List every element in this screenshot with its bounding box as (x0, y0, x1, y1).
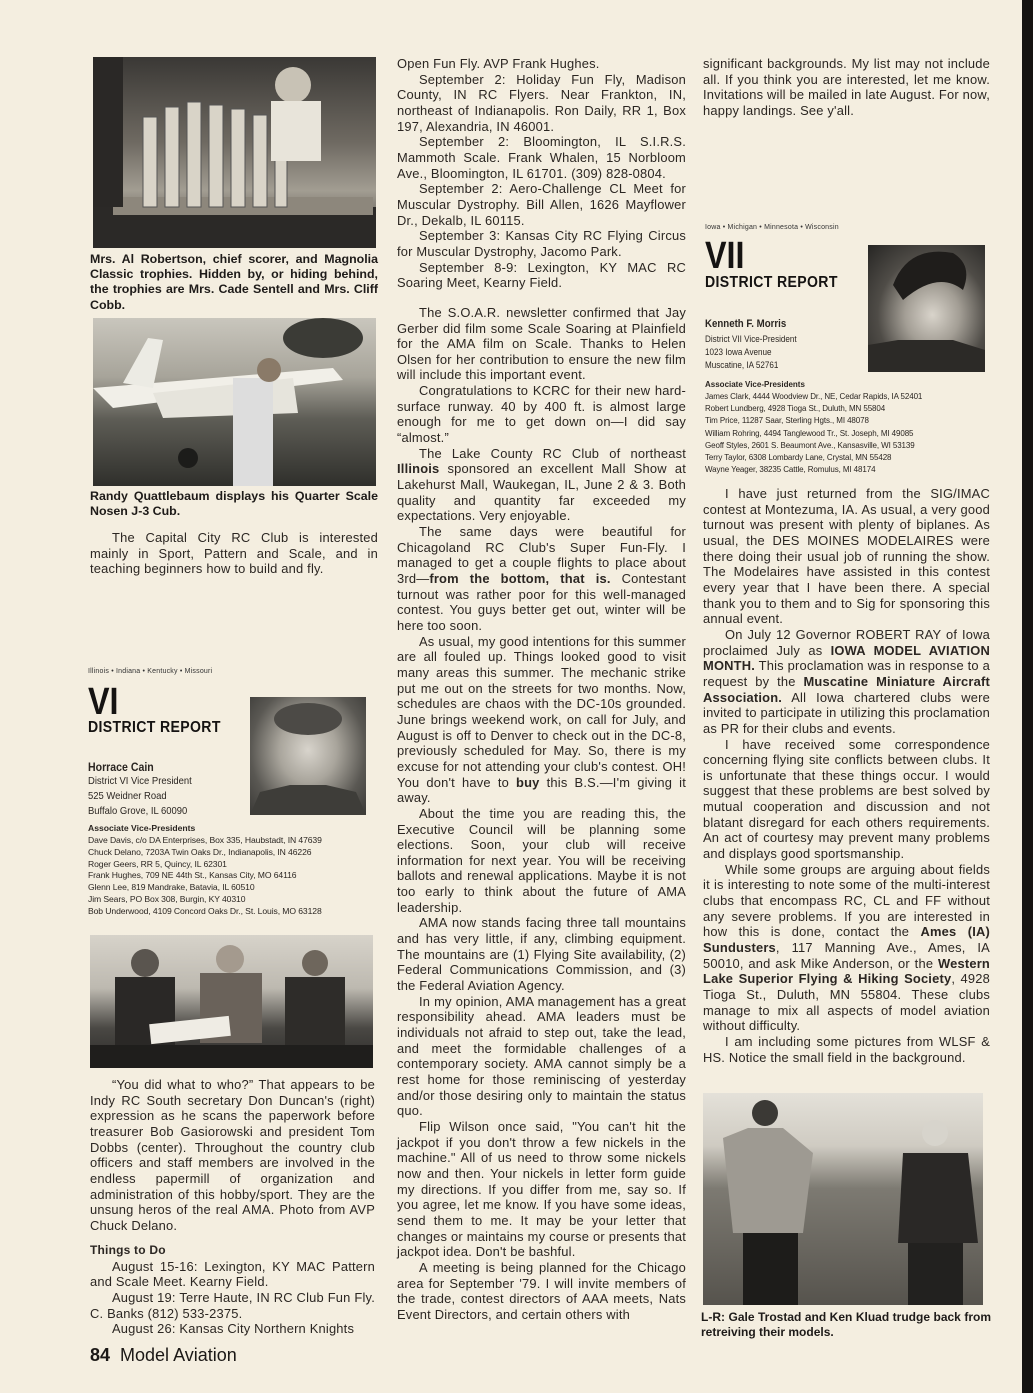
avp-entry: William Rohring, 4494 Tanglewood Tr., St. Joseph, MI 49085 (705, 428, 914, 438)
text-run: September 2: Holiday Fun Fly, Madison County, IN RC Flyers. Near Frankton, IN, northeast of Indianapolis. Ron Daily, RR 1, Box 197, Alexandria, IN 46001. (397, 71, 686, 134)
magazine-name: Model Aviation (120, 1345, 237, 1365)
portrait-illustration (868, 245, 985, 372)
avp-entry: Tim Price, 11287 Saar, Sterling Hgts., MI 48078 (705, 416, 869, 426)
paragraph (397, 1260, 686, 1323)
paragraph (397, 181, 686, 228)
avp-entry: Terry Taylor, 6308 Lombardy Lane, Crystal, MN 55428 (705, 453, 892, 463)
text-run: While some groups are arguing about fields it is interesting to note some of the multi-interest clubs that encompass RC, CL and FF without any severe problems. If you are interested in how this is done, contact the (703, 861, 990, 940)
district-vi-states: Illinois • Indiana • Kentucky • Missouri (88, 668, 213, 675)
text-run: I have just returned from the SIG/IMAC contest at Montezuma, IA. As usual, a very good turnout was present with plenty of biplanes. As usual, the DES MOINES MODELAIRES were there doing their usual job of running the show. The Modelaires have assisted in this contest every year that I have been there. A special thank you to them and to Sig for sponsoring this annual event. (703, 486, 990, 627)
district-vi-avp-list (88, 835, 322, 918)
district-vii-avp-heading: Associate Vice-Presidents (705, 380, 805, 389)
things-to-do-heading: Things to Do (90, 1243, 166, 1257)
paragraph (703, 737, 990, 862)
bold-text-run: Ames (IA) Sundusters (703, 924, 991, 956)
district-vii-vp-title: District VII Vice-President (705, 334, 797, 344)
text-run: , 4928 Tioga St., Duluth, MN 55804. These clubs manage to mix all aspects of model aviation without difficulty. (703, 971, 990, 1034)
paragraph (703, 862, 990, 1034)
text-run: Flip Wilson once said, "You can't hit the jackpot if you don't throw a few nickels in the machine." All of us need to throw some nickels now and then. Your nickels in letter form guide my directions. If you differ from me, say so. If you agree, let me know. If you have some ideas, send them to me. It may be your letter that changes or maintains my course or presents that jackpot idea. Don't be bashful. (397, 1118, 686, 1260)
text-run: A meeting is being planned for the Chicago area for September '79. I will invite members of the trade, contest directors of AAA meets, Nats Event Directors, and certain others with (397, 1259, 686, 1322)
district-vi-vp-address1: 525 Weidner Road (88, 790, 167, 802)
district-vii-vp-name: Kenneth F. Morris (705, 318, 787, 330)
district-vi-vp-name: Horrace Cain (88, 760, 154, 774)
paragraph (397, 56, 686, 72)
text-run: Contestant turnout was rather poor for this well-managed contest. You guys better get out, winter will be here too soon. (397, 571, 686, 633)
trophies-illustration (93, 57, 376, 248)
column-3-article (703, 486, 990, 1065)
photo-trophies-caption: Mrs. Al Robertson, chief scorer, and Magnolia Classic trophies. Hidden by, or hiding behind, the trophies are Mrs. Cade Sentell and Mrs. Cliff Cobb. (90, 252, 378, 312)
horrace-cain-portrait (250, 697, 366, 815)
district-vi-title: DISTRICT REPORT (88, 719, 221, 736)
paragraph (703, 1034, 990, 1065)
paragraph (703, 627, 990, 737)
capital-city-paragraph (90, 530, 378, 577)
officers-illustration (90, 935, 373, 1068)
avp-entry: Wayne Yeager, 38235 Cattle, Romulus, MI 48174 (705, 465, 876, 475)
paragraph (397, 1119, 686, 1260)
column-2-article (397, 56, 686, 1323)
text-run: I have received some correspondence concerning flying site conflicts between clubs. It is unfortunate that these things occur. I would suggest that these problems are best solved by mutual cooperation and discussion and not blatant disregard for each others requirements. An act of courtesy may prevent many problems and displays good sportsmanship. (703, 736, 990, 862)
district-vi-avp-heading: Associate Vice-Presidents (88, 823, 196, 833)
paragraph (397, 305, 686, 383)
page-number: 84 (90, 1345, 111, 1365)
page-footer (90, 1345, 237, 1366)
paragraph (397, 994, 686, 1119)
paragraph (397, 446, 686, 524)
avp-entry: Jim Sears, PO Box 308, Burgin, KY 40310 (88, 893, 246, 904)
district-vii-vp-address2: Muscatine, IA 52761 (705, 360, 779, 370)
text-run: September 3: Kansas City RC Flying Circus for Muscular Dystrophy, Jacomo Park. (397, 228, 686, 259)
text-run: This proclamation was in response to a request by the (703, 658, 990, 689)
district-vii-number: VII (705, 235, 745, 277)
bold-text-run: Western Lake Superior Flying & Hiking Society (703, 955, 990, 987)
photo-field-walkers (703, 1093, 983, 1305)
photo-j3-cub-caption: Randy Quattlebaum displays his Quarter Scale Nosen J-3 Cub. (90, 489, 378, 519)
avp-entry: Frank Hughes, 709 NE 44th St., Kansas City, MO 64116 (88, 870, 297, 881)
text-run: Congratulations to KCRC for their new hard-surface runway. 40 by 400 ft. is almost large enough for me to get down on—I did say “almost.” (397, 383, 686, 446)
paragraph (397, 806, 686, 916)
bold-text-run: Illinois (397, 461, 440, 477)
paragraph (397, 72, 686, 135)
avp-entry: Dave Davis, c/o DA Enterprises, Box 335, Haubstadt, IN 47639 (88, 835, 322, 845)
text-run: In my opinion, AMA management has a great responsibility ahead. AMA leaders must be individuals not afraid to step out, take the lead, and meet the formidable challenges of a contemporary society. AMA cannot simply be a rest home for those reminiscing of yesterday and/or those desiring only to maintain the status quo. (397, 993, 686, 1119)
text-run: On July 12 Governor ROBERT RAY of Iowa proclaimed July as (703, 626, 990, 658)
text-run: sponsored an excellent Mall Show at Lakehurst Mall, Waukegan, IL, June 2 & 3. Both quality and quantity far exceeded my expectations. Very enjoyable. (397, 461, 686, 524)
district-vii-avp-list (705, 391, 922, 476)
portrait-illustration (250, 697, 366, 815)
event-item: August 19: Terre Haute, IN RC Club Fun Fly. C. Banks (812) 533-2375. (90, 1289, 375, 1321)
text-run: The S.O.A.R. newsletter confirmed that Jay Gerber did film some Scale Soaring at Plainfield for the AMA film on Scale. Thanks to Helen Olsen for her contribution to ensure the new film will include this important event. (397, 304, 686, 383)
text-run: September 2: Aero-Challenge CL Meet for Muscular Dystrophy. Bill Allen, 1626 Mayflower Dr., Dekalb, IL 60115. (397, 181, 686, 228)
bold-text-run: IOWA MODEL AVIATION MONTH. (703, 642, 990, 674)
text-run: The same days were beautiful for Chicagoland RC Club's Super Fun-Fly. I managed to get a couple flights to place about 3rd— (397, 524, 686, 586)
officers-paragraph (90, 1077, 375, 1234)
paragraph: significant backgrounds. My list may not include all. If you think you are interested, let me know. Invitations will be mailed in late August. For now, happy landings. See y'all. (703, 56, 990, 118)
airplane-illustration (93, 318, 376, 486)
avp-entry: Bob Underwood, 4109 Concord Oaks Dr., St. Louis, MO 63128 (88, 905, 322, 916)
text-run: AMA now stands facing three tall mountains and has very little, if any, climbing equipment. The mountains are (1) Flying Site availability, (2) Federal Communications Commission, and (3) the Federal Aviation Agency. (397, 915, 686, 994)
column-3-intro (703, 56, 990, 119)
text-run: , 117 Manning Ave., Ames, IA 50010, and ask Mike Anderson, or the (703, 940, 990, 971)
kenneth-morris-portrait (868, 245, 985, 372)
avp-entry: Robert Lundberg, 4928 Tioga St., Duluth, MN 55804 (705, 404, 886, 414)
district-vii-vp-address1: 1023 Iowa Avenue (705, 347, 772, 357)
district-vi-vp-title: District VI Vice President (88, 775, 192, 787)
text-run: I am including some pictures from WLSF & HS. Notice the small field in the background. (703, 1033, 990, 1065)
scan-edge (1022, 0, 1033, 1393)
district-vii-states: Iowa • Michigan • Minnesota • Wisconsin (705, 224, 839, 231)
paragraph (397, 634, 686, 806)
walkers-illustration (703, 1093, 983, 1305)
text-run: September 8-9: Lexington, KY MAC RC Soaring Meet, Kearny Field. (397, 259, 686, 291)
paragraph (397, 134, 686, 181)
text-run: About the time you are reading this, the Executive Council will be planning some elections. Soon, your club will receive information for next year. You will be receiving ballots and renewal applications. Maybe it is not too early to think about the future of AMA leadership. (397, 805, 686, 915)
bold-text-run: from the bottom, that is. (429, 571, 611, 586)
paragraph (397, 260, 686, 291)
photo-club-officers (90, 935, 373, 1068)
text-run: The Lake County RC Club of northeast (419, 445, 686, 461)
paragraph (397, 228, 686, 259)
avp-entry: Chuck Delano, 7203A Twin Oaks Dr., Indianapolis, IN 46226 (88, 846, 312, 857)
paragraph (397, 915, 686, 993)
bold-text-run: buy (516, 774, 540, 790)
paragraph: “You did what to who?” That appears to be Indy RC South secretary Don Duncan's (right) expression as he scans the paperwork before treasurer Bob Gasiorowski and president Tom Dobbs (center). Throughout the country club officers and staff members are involved in the endless papermill of organization and administration of this hobby/sport. They are the unsung heros of the real AMA. Photo from AVP Chuck Delano. (90, 1077, 375, 1233)
district-vi-number: VI (88, 681, 119, 723)
photo-trophies (93, 57, 376, 248)
avp-entry: Glenn Lee, 819 Mandrake, Batavia, IL 60510 (88, 882, 255, 893)
text-run: September 2: Bloomington, IL S.I.R.S. Mammoth Scale. Frank Whalen, 15 Norbloom Ave., Bloomington, IL 61701. (309) 828-0804. (397, 134, 686, 181)
avp-entry: James Clark, 4444 Woodview Dr., NE, Cedar Rapids, IA 52401 (705, 392, 923, 401)
paragraph (703, 486, 990, 627)
paragraph: The Capital City RC Club is interested mainly in Sport, Pattern and Scale, and in teaching beginners how to build and fly. (90, 530, 378, 577)
bold-text-run: Muscatine Miniature Aircraft Association. (703, 673, 991, 705)
event-item: August 26: Kansas City Northern Knights (112, 1321, 355, 1337)
district-vi-vp-address2: Buffalo Grove, IL 60090 (88, 805, 188, 817)
text-run: As usual, my good intentions for this summer are all fouled up. Things looked good to visit many areas this summer. The mechanic strike put me out on the streets for two months. Now, schedules are chaos with the DC-10s grounded. June brings weekend work, on call for July, and August is off to Denver to check out in the DC-8, previously scheduled for May. So, there is my excuse for not attending your club's contest. OH! You don't have to (397, 633, 686, 790)
paragraph (397, 383, 686, 446)
text-run: this B.S.—I'm giving it away. (397, 774, 686, 806)
text-run: Open Fun Fly. AVP Frank Hughes. (397, 56, 600, 71)
paragraph (397, 524, 686, 634)
event-item: August 15-16: Lexington, KY MAC Pattern and Scale Meet. Kearny Field. (90, 1258, 375, 1290)
district-vii-title: DISTRICT REPORT (705, 274, 838, 291)
photo-j3-cub (93, 318, 376, 486)
avp-entry: Geoff Styles, 2601 S. Beaumont Ave., Kansasville, WI 53139 (705, 440, 915, 450)
avp-entry: Roger Geers, RR 5, Quincy, IL 62301 (88, 858, 227, 869)
photo-field-walkers-caption: L-R: Gale Trostad and Ken Kluad trudge back from retreiving their models. (701, 1310, 991, 1339)
text-run: All Iowa chartered clubs were invited to participate in utilizing this proclamation as PR for their clubs and events. (703, 689, 990, 736)
things-to-do (90, 1243, 375, 1337)
